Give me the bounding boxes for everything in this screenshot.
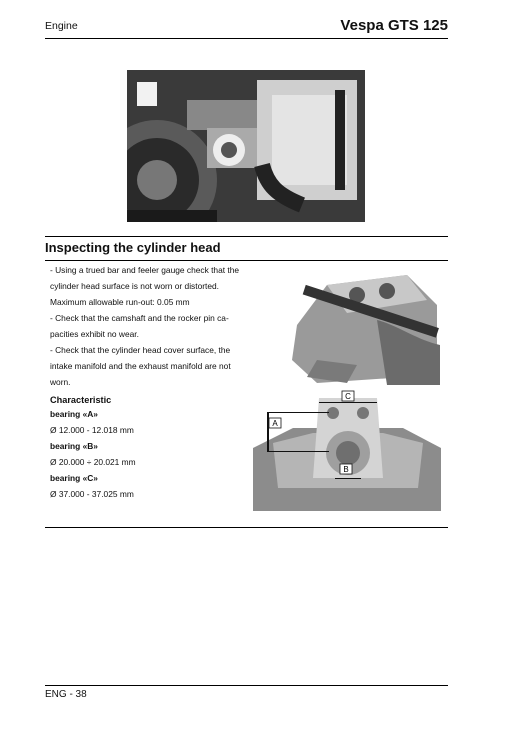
instruction-line: - Check that the camshaft and the rocker pin ca-	[50, 313, 229, 323]
spec-label: bearing «A»	[50, 409, 98, 419]
characteristic-heading: Characteristic	[50, 395, 112, 405]
diagram-label-c: C	[345, 392, 351, 401]
footer-divider	[45, 685, 448, 686]
spec-bearing-a	[50, 406, 250, 438]
section-title: Inspecting the cylinder head	[45, 240, 221, 255]
spec-value: Ø 37.000 - 37.025 mm	[50, 489, 134, 499]
header-model: Vespa GTS 125	[340, 17, 448, 34]
instruction-line: cylinder head surface is not worn or distorted.	[50, 281, 219, 291]
instruction-line: - Check that the cylinder head cover surface, the	[50, 345, 231, 355]
instruction-line: worn.	[50, 377, 71, 387]
spec-value: Ø 20.000 ÷ 20.021 mm	[50, 457, 136, 467]
spec-label: bearing «B»	[50, 441, 98, 451]
diagram-label-a: A	[272, 419, 278, 428]
instruction-line: Maximum allowable run-out: 0.05 mm	[50, 297, 190, 307]
section-title-rule	[45, 260, 448, 261]
cylinder-head-bearings-diagram	[253, 388, 441, 511]
header-divider	[45, 38, 448, 39]
spec-bearing-c	[50, 470, 250, 502]
instruction-line: - Using a trued bar and feeler gauge check that the	[50, 265, 240, 275]
spec-value: Ø 12.000 - 12.018 mm	[50, 425, 134, 435]
instruction-line: pacities exhibit no wear.	[50, 329, 139, 339]
page-number: ENG - 38	[45, 689, 87, 700]
cylinder-head-gauge-photo	[287, 265, 440, 385]
section-top-rule	[45, 236, 448, 237]
diagram-label-b: B	[343, 465, 349, 474]
section-end-rule	[45, 527, 448, 528]
inspection-instructions	[50, 262, 250, 390]
spec-bearing-b	[50, 438, 250, 470]
engine-photo	[127, 70, 365, 222]
header-section: Engine	[45, 20, 78, 32]
spec-label: bearing «C»	[50, 473, 98, 483]
instruction-line: intake manifold and the exhaust manifold are not	[50, 361, 231, 371]
